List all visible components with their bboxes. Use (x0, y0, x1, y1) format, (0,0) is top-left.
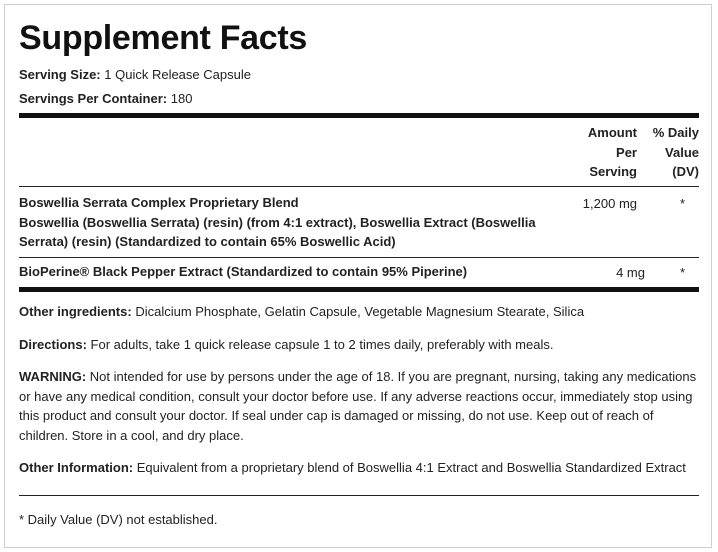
ingredient-amount: 4 mg (616, 265, 645, 280)
other-information-label: Other Information: (19, 460, 134, 475)
ingredient-row (19, 262, 559, 282)
divider (19, 257, 699, 258)
serving-size-label: Serving Size: (19, 67, 101, 82)
ingredient-dv: * (679, 265, 685, 280)
dv-header-line: % Daily (652, 125, 699, 140)
footnote: * Daily Value (DV) not established. (19, 512, 218, 527)
servings-per-container-label: Servings Per Container: (19, 91, 168, 106)
amount-header-line: Serving (589, 164, 637, 179)
directions-text: For adults, take 1 quick release capsule 1 to 2 times daily, preferably with meals. (90, 337, 554, 352)
ingredient-amount: 1,200 mg (582, 196, 637, 211)
other-information-text: Equivalent from a proprietary blend of Boswellia 4:1 Extract and Boswellia Standardized Extract (136, 460, 686, 475)
other-information (19, 458, 699, 478)
amount-per-serving-header (559, 123, 637, 182)
divider (19, 186, 699, 187)
daily-value-header (639, 123, 699, 182)
other-ingredients-label: Other ingredients: (19, 304, 132, 319)
ingredient-name: BioPerine® Black Pepper Extract (Standardized to contain 95% Piperine) (19, 264, 468, 279)
dv-header-line: (DV) (672, 164, 699, 179)
amount-header-line: Per (616, 144, 637, 160)
other-ingredients (19, 302, 699, 322)
divider-thick (19, 287, 699, 292)
divider (19, 495, 699, 496)
warning-text: Not intended for use by persons under the age of 18. If you are pregnant, nursing, taking any medications or have any medical condition, consult your doctor before use. If any adverse reactions occur, immediately stop using this product and consult your doctor. If seal under cap is damaged or missing, do not use. Keep out of reach of children. Store in a cool, and dry place. (19, 369, 697, 443)
amount-header-line: Amount (587, 125, 637, 140)
serving-size-value: 1 Quick Release Capsule (104, 67, 251, 82)
page-title: Supplement Facts (19, 19, 308, 57)
ingredient-name: Boswellia Serrata Complex Proprietary Blend (19, 195, 299, 210)
servings-per-container-value: 180 (170, 91, 193, 106)
other-ingredients-text: Dicalcium Phosphate, Gelatin Capsule, Vegetable Magnesium Stearate, Silica (135, 304, 585, 319)
warning (19, 367, 699, 445)
directions-label: Directions: (19, 337, 87, 352)
dv-header-line: Value (665, 144, 699, 160)
divider-thick (19, 113, 699, 118)
supplement-facts-panel (4, 4, 712, 548)
ingredient-dv: * (679, 196, 685, 211)
ingredient-row (19, 193, 559, 252)
ingredient-subcomponents: Boswellia (Boswellia Serrata) (resin) (from 4:1 extract), Boswellia Extract (Boswellia Serrata) (resin) (Standardized to contain 65% Boswellic Acid) (19, 214, 536, 249)
servings-per-container (19, 91, 192, 106)
warning-label: WARNING: (19, 369, 87, 384)
serving-size (19, 67, 251, 82)
directions (19, 335, 699, 355)
